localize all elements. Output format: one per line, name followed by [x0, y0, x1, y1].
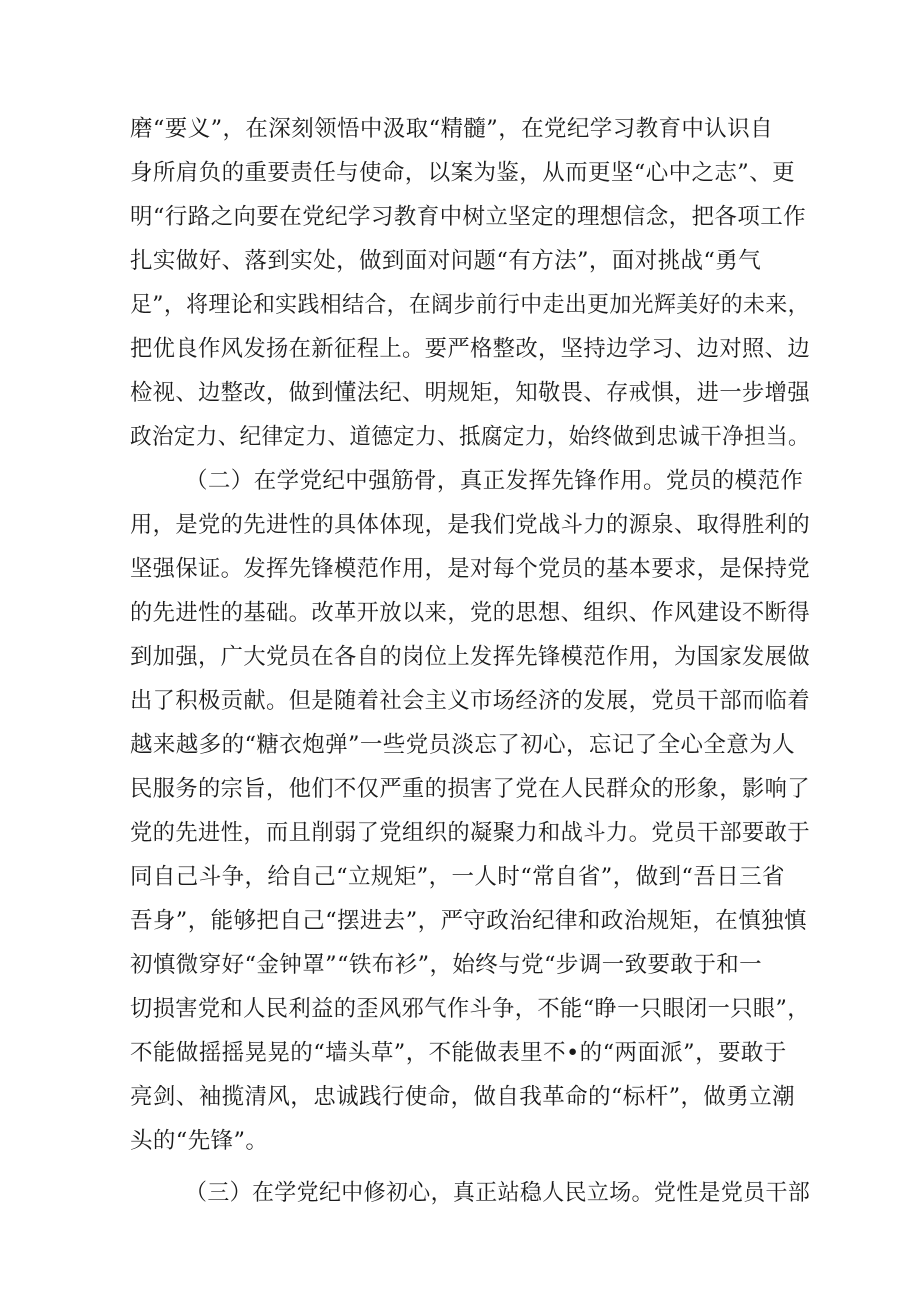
- text-line: 检视、边整改，做到懂法纪、明规矩，知敬畏、存戒惧，进一步增强: [130, 380, 811, 406]
- text-line: 初慎微穿好“金钟罩”“铁布衫”，始终与党“步调一致要敢于和一: [130, 952, 763, 978]
- text-line: 的先进性的基础。改革开放以来，党的思想、组织、作风建设不断得: [130, 600, 811, 626]
- text-line: 吾身”，能够把自己“摆进去”，严守政治纪律和政治规矩，在慎独慎: [130, 908, 807, 934]
- text-line: 民服务的宗旨，他们不仅严重的损害了党在人民群众的形象，影响了: [130, 776, 811, 802]
- section-heading-2: （二）在学党纪中强筋骨，真正发挥先锋作用。党员的模范作: [185, 468, 804, 494]
- text-line: 用，是党的先进性的具体体现，是我们党战斗力的源泉、取得胜利的: [130, 512, 811, 538]
- text-line: 坚强保证。发挥先锋模范作用，是对每个党员的基本要求，是保持党: [130, 556, 811, 582]
- text-line: 把优良作风发扬在新征程上。要严格整改，坚持边学习、边对照、边: [130, 336, 811, 362]
- text-line: 政治定力、纪律定力、道德定力、抵腐定力，始终做到忠诚干净担当。: [130, 424, 810, 450]
- text-line: 到加强，广大党员在各自的岗位上发挥先锋模范作用，为国家发展做: [130, 644, 811, 670]
- text-line: 切损害党和人民利益的歪风邪气作斗争，不能“睁一只眼闭一只眼”，: [130, 996, 810, 1022]
- text-line: 同自己斗争，给自己“立规矩”，一人时“常自省”，做到“吾日三省: [130, 864, 785, 890]
- text-line: 出了积极贡献。但是随着社会主义市场经济的发展，党员干部而临着: [130, 688, 811, 714]
- text-line: 亮剑、袖揽清风，忠诚践行使命，做自我革命的“标杆”，做勇立潮: [130, 1084, 796, 1110]
- text-line: 扎实做好、落到实处，做到面对问题“有方法”，面对挑战“勇气: [130, 248, 762, 274]
- text-line: 磨“要义”，在深刻领悟中汲取“精髓”，在党纪学习教育中认识自: [130, 116, 774, 142]
- text-line: 明“行路之向要在党纪学习教育中树立坚定的理想信念，把各项工作: [130, 204, 807, 230]
- text-line: 头的“先锋”。: [130, 1128, 269, 1154]
- text-line: 越来越多的“糖衣炮弹”一些党员淡忘了初心，忘记了全心全意为人: [130, 732, 796, 758]
- section-heading-3: （三）在学党纪中修初心，真正站稳人民立场。党性是党员干部: [185, 1180, 811, 1206]
- text-line: 足”，将理论和实践相结合，在阔步前行中走出更加光辉美好的未来，: [130, 292, 810, 318]
- text-line: 身所肩负的重要责任与使命，以案为鉴，从而更坚“心中之志”、更: [130, 160, 796, 186]
- text-line: 不能做摇摇晃晃的“墙头草”，不能做表里不•的“两面派”，要敢于: [130, 1040, 787, 1066]
- text-line: 党的先进性，而且削弱了党组织的凝聚力和战斗力。党员干部要敢于: [130, 820, 811, 846]
